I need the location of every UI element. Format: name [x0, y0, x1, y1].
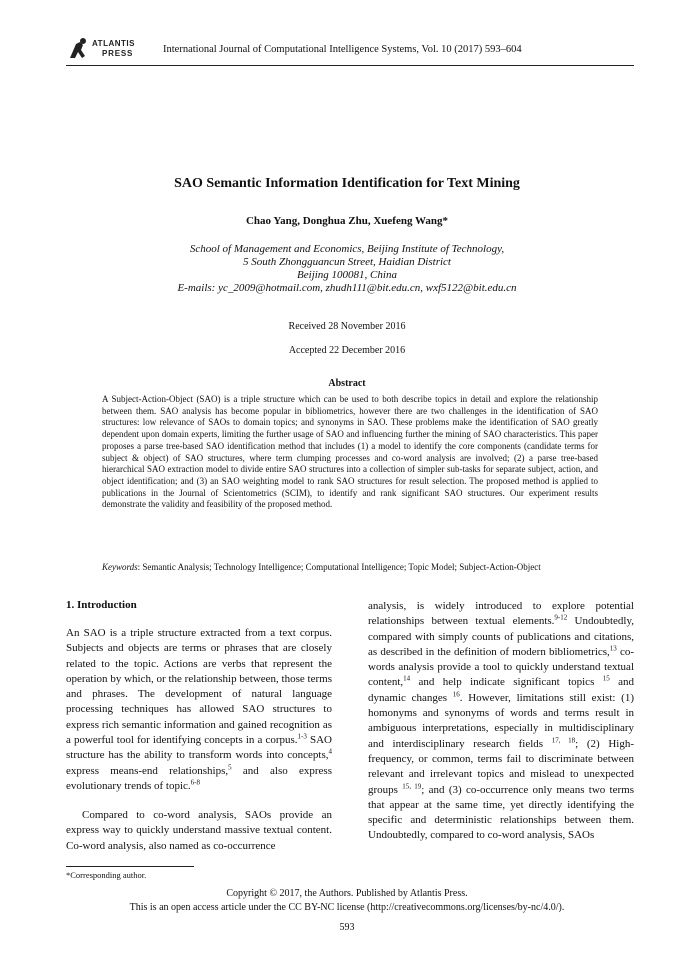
text-span: . However, limitations still exist: (1) homonyms and synonyms of words and terms result in ambiguous interpretations, especially in multidisciplinary and interdisciplinary research fields [368, 691, 634, 750]
citation-ref: 6-8 [190, 778, 200, 787]
text-span: SAO structure has the ability to transform words into concepts, [66, 734, 332, 762]
atlas-figure-icon [66, 36, 92, 62]
abstract-text: A Subject-Action-Object (SAO) is a triple structure which can be used to both describe topics in detail and explore the relationship between them. SAO analysis has become popular in bibliometrics, however there are two challenges in the identification of SAO structures: low relevance of SAOs to domain topics; and synonyms in SAO. These problems make the identification of SAO greatly dependent upon domain experts, limiting the further usage of SAO and influencing further the mining of SAO characteristics. This paper proposes a parse tree-based SAO identification method that includes (1) a model to identify the core components (candidate terms for subject & object) of SAO structures, where term clumping processes and co-word analysis are involved; (2) a parse tree-based hierarchical SAO extraction model to divide entire SAO structures into a collection of simpler sub-tasks for separate subject, action, and object identification; and (3) an SAO weighting model to rank SAO structures for result selection. The proposed method is applied to publications in the Journal of Scientometrics (SCIM), to identify and rank significant SAO structures. Our experiment results demonstrate the validity and feasibility of the proposed method. [102, 394, 598, 510]
citation-ref: 5 [228, 763, 232, 772]
text-span: and dynamic changes [368, 676, 634, 704]
citation-ref: 13 [609, 644, 617, 653]
affiliation-line: Beijing 100081, China [297, 269, 397, 281]
footnote-rule [66, 866, 194, 867]
abstract-heading: Abstract [328, 378, 366, 389]
atlantis-press-logo [66, 36, 148, 62]
text-span: and also express evolutionary trends of topic. [66, 764, 332, 792]
accepted-date: Accepted 22 December 2016 [288, 345, 406, 356]
author-emails: E-mails: yc_2009@hotmail.com, zhudh111@bit.edu.cn, wxf5122@bit.edu.cn [177, 282, 517, 294]
header-rule [66, 65, 634, 66]
intro-paragraph-1 [66, 626, 332, 794]
text-span: ; (2) High-frequency, or common, terms fail to discriminate between relevant and irrelevant topics and mislead to unexpected groups [368, 737, 634, 796]
corresponding-author-footnote: *Corresponding author. [66, 870, 147, 880]
keywords-list: : Semantic Analysis; Technology Intelligence; Computational Intelligence; Topic Model; Subject-Action-Object [137, 562, 541, 572]
author-list: Chao Yang, Donghua Zhu, Xuefeng Wang* [245, 215, 449, 227]
license-text-end: ). [558, 902, 565, 913]
license-text: This is an open access article under the CC BY-NC license ( [129, 902, 371, 913]
intro-paragraph-right [368, 599, 634, 844]
text-span: analysis, is widely introduced to explore potential relationships between textual elements. [368, 600, 634, 628]
received-date: Received 28 November 2016 [288, 321, 406, 332]
license-notice [0, 902, 694, 913]
affiliation-line: School of Management and Economics, Beijing Institute of Technology, [189, 243, 505, 255]
keywords-label: Keywords [102, 562, 138, 572]
text-span: ; and (3) co-occurrence only means two terms that appear at the same time, yet directly identifying the specific and deterministic relationships between them. Undoubtedly, compared to co-word analysis, SAOs [368, 783, 634, 842]
copyright-notice: Copyright © 2017, the Authors. Published by Atlantis Press. [226, 888, 468, 899]
text-span: and help indicate significant topics [410, 676, 603, 689]
citation-ref: 17, 18 [551, 736, 576, 745]
citation-ref: 9-12 [554, 613, 568, 622]
keywords [102, 562, 598, 574]
citation-ref: 14 [403, 674, 411, 683]
citation-ref: 1-3 [297, 732, 307, 741]
text-span: Undoubtedly, compared with simply counts of publications and citations, as described in the definition of modern bibliometrics, [368, 615, 634, 658]
text-span: express means-end relationships, [66, 764, 229, 777]
intro-paragraph-2: Compared to co-word analysis, SAOs provide an express way to quickly understand massive textual content. Co-word analysis, also named as co-occurrence [66, 809, 332, 852]
logo-text-atlantis: ATLANTIS [92, 39, 135, 48]
citation-ref: 15 [602, 674, 610, 683]
text-span: co-words analysis provide a tool to quickly understand textual content, [368, 645, 635, 689]
paper-title: SAO Semantic Information Identification for Text Mining [174, 176, 520, 191]
citation-ref: 16 [452, 690, 460, 699]
text-span: An SAO is a triple structure extracted from a text corpus. Subjects and objects are terms or phrases that are closely related to the topic. Actions are verbs that represent the operation by which, or the relationship between, those terms and phrases. The development of natural language processing techniques has allowed SAO structures to express rich semantic information and gained recognition as a powerful tool for identifying concepts in a corpus. [66, 627, 332, 747]
license-link[interactable]: http://creativecommons.org/licenses/by-nc/4.0/ [370, 902, 559, 913]
journal-citation: International Journal of Computational Intelligence Systems, Vol. 10 (2017) 593–604 [163, 44, 522, 55]
citation-ref: 15, 19 [402, 781, 422, 790]
citation-ref: 4 [328, 747, 332, 756]
logo-text-press: PRESS [102, 49, 134, 58]
section-heading-introduction: 1. Introduction [66, 599, 137, 611]
page-number: 593 [339, 922, 355, 933]
affiliation-line: 5 South Zhongguancun Street, Haidian District [243, 256, 451, 268]
